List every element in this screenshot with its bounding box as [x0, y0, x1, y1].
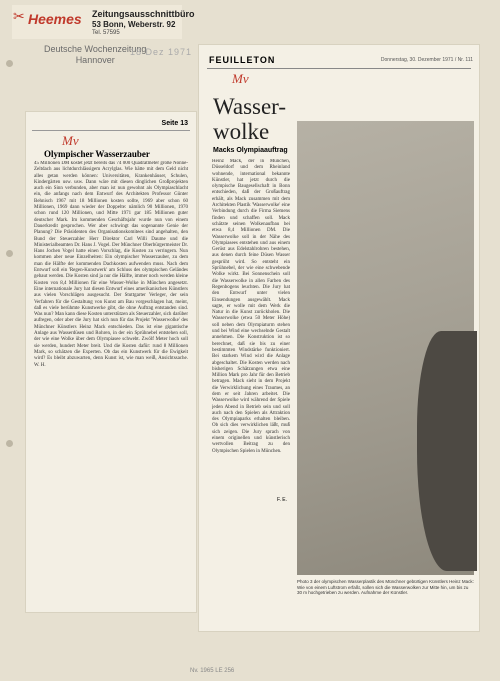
stamp-brand: Heemes	[28, 11, 82, 27]
article-headline: Olympischer Wasserzauber	[44, 149, 150, 159]
title-line-2: wolke	[213, 119, 270, 144]
section-label: FEUILLETON	[209, 55, 276, 65]
stamp-line-2: 53 Bonn, Weberstr. 92	[92, 20, 176, 29]
source-city: Hannover	[75, 55, 115, 65]
author-signature: F. E.	[277, 497, 288, 503]
article-body: 45 Millionen DM kostet jetzt bereits das 74 000 Quadratmeter große Nonne-Zeltdach aus lichtdurchlässigem Acrylglas. Wie hätte mit dem Geld nicht alles getan werden können: Universitäten, Krankenhäuser, Schulen, Kindergärten usw. usw. Dann wäre mit diesen dinglichen Großprojekten auch ein Sinn verbunden, aber man ist nun gewohnt als Olympiaschlacht ein, die anfangs nach dem Entwurf des Architekten Professor Günter Behnisch 1967 mit 18 Millionen kosten sollte, 1969 aber schon 60 Millionen, 1969 dann wieder der Doppelte: nämlich 90 Millionen, 1970 schon rund 120 Millionen, und Mitte 1971 gar 185 Millionen guter deutscher Mark. Im kommenden Geschäftsjahr wurde nun von einem Dauerkredit gesprochen. Wer aber schwingt das sogenannte Genie der Planung? Die Präsidenten des Organisationskomitees sind angehalten, den Bund der Steuerzahler Herr Direktor Carl Willi Daume und die Ministerialbeamten Dr. Hans J. Vogel. Der Münchner Oberbürgermeister Dr. Hans Jochen Vogel hatte einen Vorschlag, die Kosten zu verringern. Nun kommen aber neue Einzelheiten: Ein olympischer Wasserzauber, zu dem man die Hälfte der kommenden Dachkosten aufwenden muss. Nach dem Entwurf soll ein 'Regen-Kunstwerk' am Schluss des olympischen Geländes gebaut werden. Die Kosten sind ja nur die Hälfte, immer noch werden kleine Kosten von 8,4 Millionen für eine Wasser-Wolke in München angesetzt. Eine internationale Jury hat diesen Entwurf eines amerikanischen Künstlers aus vielen Vorschlägen ausgesucht. Der Stuttgarter Verleger, der sein Verfahren für die Gestaltung von Kunst am Bau vorgeschlagen hat, meint, daß es viele berühmte Kunstwerke gibt, die ohne Auftrag entstanden sind. Was nun? Man kann diese Kosten unterstützen als Steuerzahler, sich darüber aufregen, oder aber die Jury hat sich nun für das Projekt 'Wasserwolke' des Münchner Künstlers Heinz Mack entschieden. Das ist eine gigantische Anlage aus Wasserdüsen und Rohren, in der ein Sprühnebel entstehen soll, der wie eine Wolke über dem Olympiasee schwebt. Zwölf Meter hoch soll sie werden, hundert Meter breit. Und die Kosten dafür: rund 8 Millionen Mark, so schätzen die Experten. Ob das ein Kunstwerk für die Ewigkeit wird? Es bleibt abzuwarten, denn Kunst ist, wie man weiß, Ansichtssache. W. H.	[34, 161, 188, 368]
header-rule	[32, 130, 190, 131]
page-number: Seite 13	[161, 120, 188, 127]
stamp-line-1: Zeitungsausschnittbüro	[92, 9, 195, 19]
punch-hole	[6, 60, 13, 67]
artwork-photo	[297, 121, 474, 575]
article-subtitle: Macks Olympiaauftrag	[213, 147, 288, 154]
header-rule	[207, 68, 471, 69]
source-name: Deutsche Wochenzeitung	[44, 44, 147, 54]
dateline: Donnerstag, 30. Dezember 1971 / Nr. 111	[380, 57, 473, 63]
article-body: Heinz Mack, der in München, Düsseldorf und dem Rheinland wohnende, international bekannte Künstler, hat jetzt durch die olympische Baugesellschaft in Bonn entschieden, daß der Großauftrag erhält, als Mack zusammen mit dem Architekten Plastik 'Wasserwolke' eine Verbindung durch die Firma Siemens finden und schaffen soll. Mack schätzte seinen Wolkenaufbau bei etwa 8,4 Millionen DM. Die Wasserwolke soll in der Nähe des Olympiasees entstehen und aus einem Gerüst aus Edelstahlrohren bestehen, aus denen durch feine Düsen Wasser gesprüht wird. So entsteht ein Sprühnebel, der wie eine schwebende Wolke wirkt. Bei Sonnenschein soll die Wasserwolke in allen Farben des Regenbogens leuchten. Die Jury hat den Entwurf unter vielen Einsendungen ausgewählt. Mack sagte, er wolle mit dem Werk die Natur in die Kunst zurückholen. Die Wasserwolke (etwa 50 Meter Höhe) soll neben dem Olympiaturm stehen und bei Wind eine wechselnde Gestalt annehmen. Die Konstruktion ist so berechnet, daß sie bis zu einer bestimmten Windstärke funktioniert. Bei starkem Wind wird die Anlage abgeschaltet. Die Kosten werden nach bisherigen Schätzungen etwa eine Million Mark pro Jahr für den Betrieb betragen. Mack sieht in dem Projekt die Verwirklichung eines Traumes, an dem er seit Jahren arbeitet. Die Wasserwolke wird während der Spiele jeden Abend in Betrieb sein und soll auch nach den Spielen als Attraktion des Olympiaparks erhalten bleiben. Ob sich dies verwirklichen läßt, muß sich zeigen. Die Jury sprach von einem originellen und künstlerisch wertvollen Beitrag zu den Olympischen Spielen in München.	[212, 159, 290, 454]
clipping-right	[198, 44, 480, 632]
source-date: 18 Dez 1971	[130, 47, 193, 57]
punch-hole	[6, 250, 13, 257]
archive-note: Nv. 1965 LE 256	[190, 668, 235, 674]
photo-caption: Photo 3 der olympischen Wasserplastik des Münchner gebürtigen Künstlers Heinz Mack: Wie von einem Luftstrom erfaßt, sollen sich die Wasserwolken zur Mitte hin, um bis zu 30 m hochgetrieben zu werden. Aufnahme der Künstler.	[297, 579, 474, 596]
stamp-line-3: Tel. 57595	[92, 30, 120, 36]
punch-hole	[6, 440, 13, 447]
handwritten-mark: Mv	[232, 71, 249, 86]
scissors-icon: ✂	[13, 10, 25, 25]
title-line-1: Wasser-	[213, 94, 287, 119]
article-title	[213, 94, 286, 144]
photo-shadow	[417, 331, 477, 571]
handwritten-mark: Mv	[62, 133, 79, 148]
clipping-left	[25, 111, 197, 613]
clipping-service-stamp	[12, 5, 195, 39]
